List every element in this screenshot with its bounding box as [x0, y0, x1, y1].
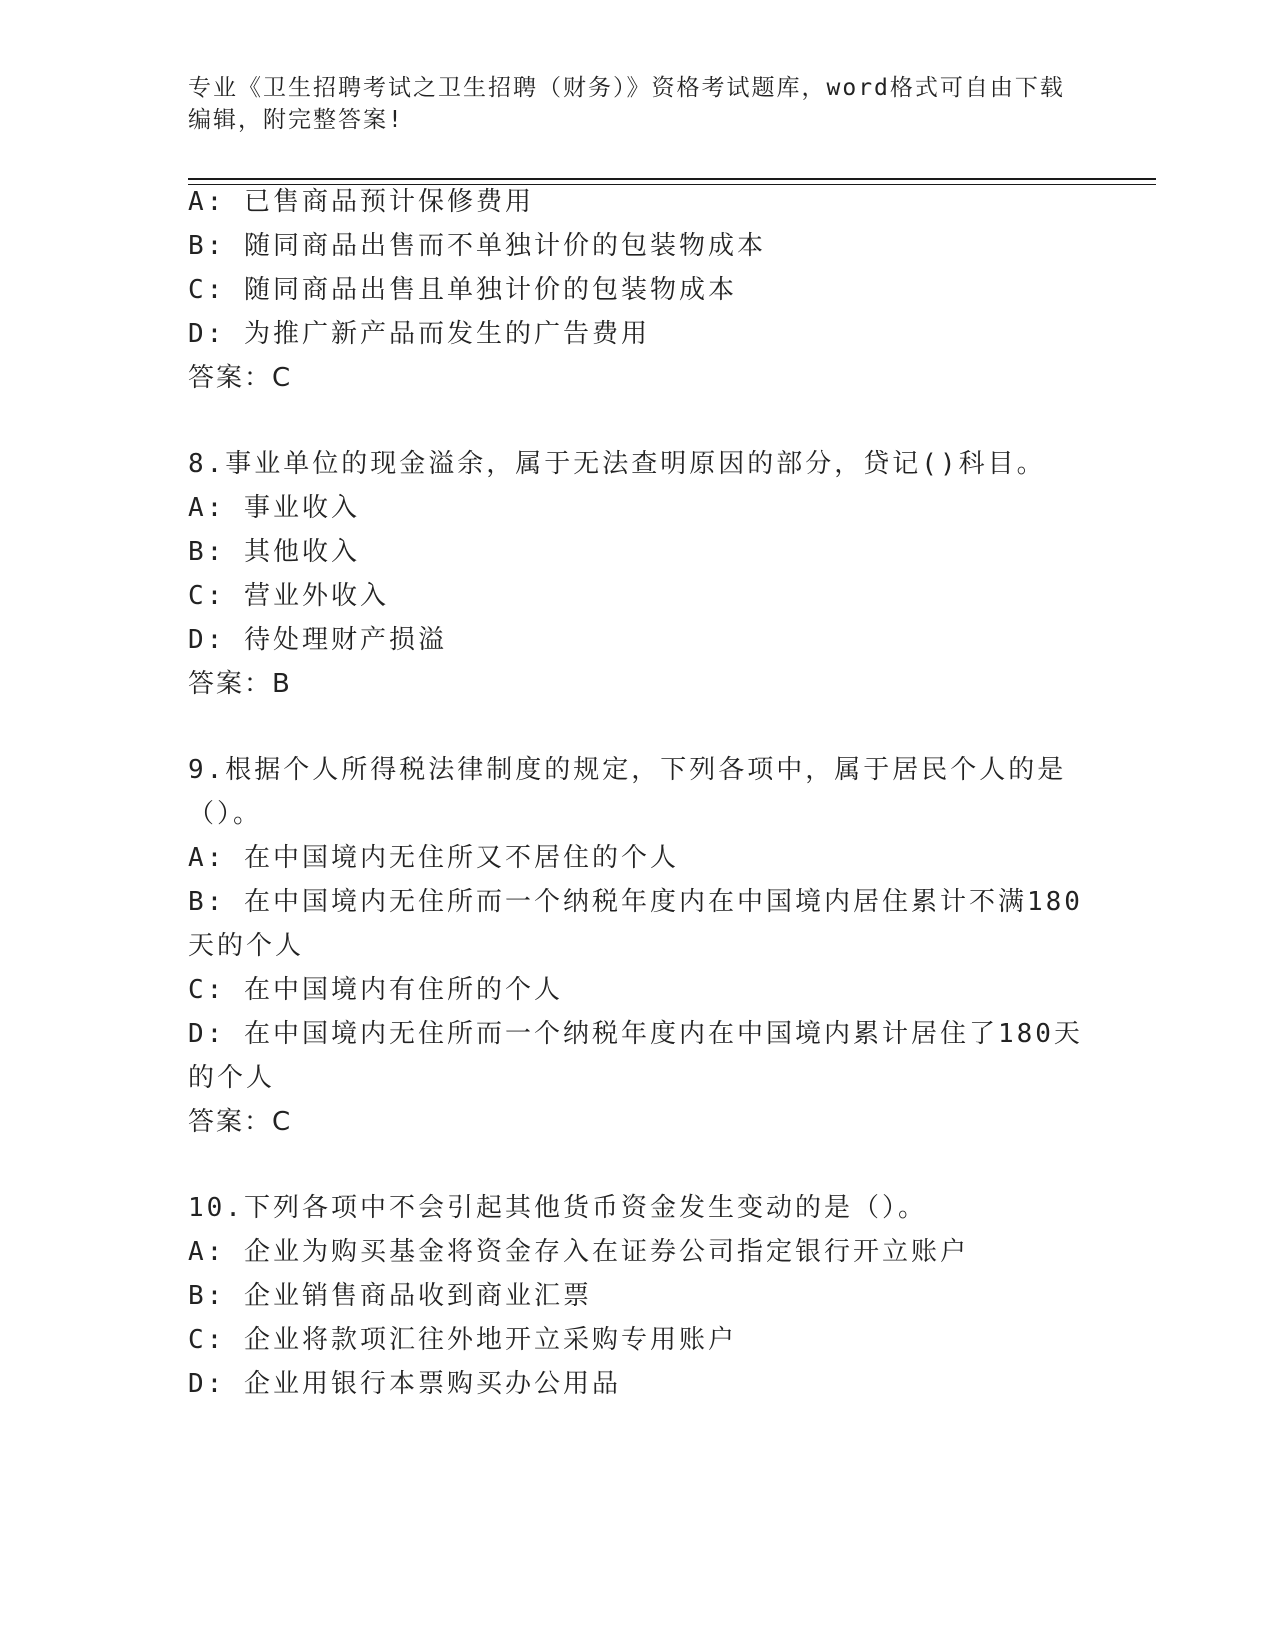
- header-divider-thick: [188, 178, 1156, 180]
- q10-option-a: A: 企业为购买基金将资金存入在证券公司指定银行开立账户: [188, 1237, 969, 1267]
- q7-option-c: C: 随同商品出售且单独计价的包装物成本: [188, 275, 737, 305]
- q7-answer: 答案：C: [188, 363, 293, 393]
- q9-option-d: D: 在中国境内无住所而一个纳税年度内在中国境内累计居住了180天: [188, 1019, 1083, 1049]
- q9-option-b-cont: 天的个人: [188, 931, 305, 961]
- q7-option-a: A: 已售商品预计保修费用: [188, 187, 534, 217]
- q7-option-b: B: 随同商品出售而不单独计价的包装物成本: [188, 231, 766, 261]
- q8-question: 8.事业单位的现金溢余，属于无法查明原因的部分，贷记()科目。: [188, 449, 1046, 479]
- q9-option-d-cont: 的个人: [188, 1063, 276, 1093]
- q8-option-b: B: 其他收入: [188, 537, 360, 567]
- q8-option-c: C: 营业外收入: [188, 581, 389, 611]
- q9-question-line-1: 9.根据个人所得税法律制度的规定，下列各项中，属于居民个人的是: [188, 755, 1067, 785]
- q9-option-c: C: 在中国境内有住所的个人: [188, 975, 563, 1005]
- q10-option-b: B: 企业销售商品收到商业汇票: [188, 1281, 592, 1311]
- q9-option-b: B: 在中国境内无住所而一个纳税年度内在中国境内居住累计不满180: [188, 887, 1083, 917]
- header-line-1: 专业《卫生招聘考试之卫生招聘（财务）》资格考试题库，word格式可自由下载: [188, 75, 1065, 101]
- q10-question: 10.下列各项中不会引起其他货币资金发生变动的是（）。: [188, 1193, 927, 1223]
- q9-answer: 答案：C: [188, 1107, 293, 1137]
- q10-option-d: D: 企业用银行本票购买办公用品: [188, 1369, 621, 1399]
- q10-option-c: C: 企业将款项汇往外地开立采购专用账户: [188, 1325, 737, 1355]
- q7-option-d: D: 为推广新产品而发生的广告费用: [188, 319, 650, 349]
- q8-answer: 答案：B: [188, 669, 292, 699]
- q8-option-a: A: 事业收入: [188, 493, 360, 523]
- q9-option-a: A: 在中国境内无住所又不居住的个人: [188, 843, 679, 873]
- document-header: [188, 72, 1068, 136]
- header-line-2: 编辑，附完整答案!: [188, 107, 404, 133]
- q9-question-line-2: （）。: [188, 799, 263, 829]
- q8-option-d: D: 待处理财产损溢: [188, 625, 447, 655]
